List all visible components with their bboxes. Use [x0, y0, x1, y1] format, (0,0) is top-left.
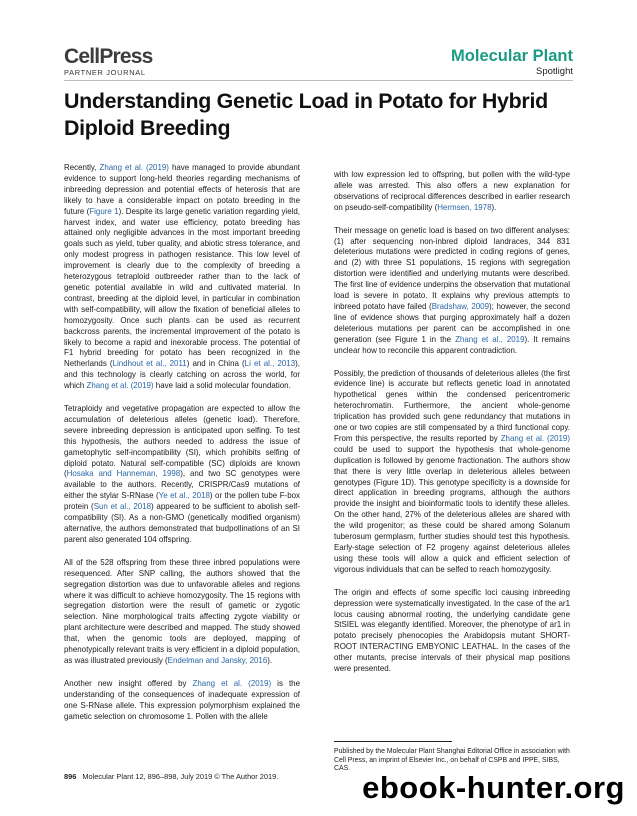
text-run: ). Despite its large genetic variation regarding yield, harvest index, and water use efficiency, potato breeding has attained only negligible advances in the most important breeding goals such as yield, tuber quality, and abiotic stress tolerance, and only modest progress in pathogen resistance. This low level of improvement is clearly due to the complexity of breeding a heterozygous tetraploid outbreeder rather than to the lack of genetic potential available in wild and cultivated material. In contrast, breeding at the diploid level, in particular in combination with self-compatibility, will allow the fixation of beneficial alleles to homozygosity. Once such plants can be used as recurrent backcross parents, the incremental improvement of the potato is likely to become a rapid and inexorable process. The potential of F1 hybrid breeding for potato has been recognized in the Netherlands (: [64, 206, 300, 369]
text-run: ); however, the second line of evidence shows that purging approximately half a dozen deleterious mutations per parent can be accomplished in one generation (see Figure 1 in the: [334, 301, 570, 344]
left-column: [64, 163, 300, 735]
citation-link[interactable]: Li et al., 2013: [244, 359, 296, 369]
citation-link[interactable]: Bradshaw, 2009: [431, 301, 490, 311]
citation-link[interactable]: Zhang et al. (2019): [99, 163, 169, 172]
text-run: ), and two SC genotypes were available to the authors. Recently, CRISPR/Cas9 mutations of either the stylar S-RNase (: [64, 469, 300, 501]
citation-link[interactable]: Zhang et al. (2019): [192, 678, 272, 688]
right-column: [334, 170, 570, 687]
text-run: with low expression led to offspring, but pollen with the wild-type allele was arrested. This also offers a new explanation for observations of reciprocal differences described in earlier research on pseudo-self-compatibility (: [334, 170, 570, 212]
logo-wordmark: CellPress: [64, 45, 153, 68]
watermark: ebook-hunter.org: [362, 770, 625, 805]
paragraph: [334, 369, 570, 576]
article-title: Understanding Genetic Load in Potato for Hybrid Diploid Breeding: [64, 89, 548, 140]
citation-link[interactable]: Zhang et al. (2019): [500, 433, 570, 443]
text-run: ). It remains unclear how to reconcile this apparent contradiction.: [334, 334, 570, 355]
text-run: could be used to support the hypothesis that whole-genome duplication is followed by genome fractionation. The authors show that there is very little overlap in deleterious alleles between genotypes (Figure 1D). This genotype specificity is a downside for direct application in breeding programs, although the authors provide the insight and bioinformatic tools to identify these alleles. On the other hand, 27% of the deleterious alleles are shared with the wild progenitor; as these could be shared among Solanum tuberosum germplasm, further studies should test this hypothesis. Early-stage selection of F2 progeny against deleterious alleles using these tools will allow a quick and efficient selection of vigorous individuals that can be selfed to reach homozygosity.: [334, 444, 570, 574]
text-run: ) appeared to be sufficient to abolish self-compatibility (SI). As a non-GMO (genetically modified organism) alternative, the authors demonstrated that budpollinations of an SI parent also generated 104 offspring.: [64, 502, 300, 544]
text-run: Their message on genetic load is based on two different analyses: (1) after sequencing non-inbred diploid landraces, 344 831 deleterious mutations were predicted in coding regions of genes, and (2) with three S1 populations, 15 regions with segregation distortion were identified and underlying mutants were described. The first line of evidence underpins the observation that mutational load is severe in potato. It explains why previous attempts to inbreed potato have failed (: [334, 225, 570, 311]
text-run: is the understanding of the consequences of inadequate expression of one S-RNase allele. This expression polymorphism explained the gametic selection on chromosome 1. Pollen with the allele: [64, 678, 300, 721]
text-run: ) or the pollen tube F-box protein (: [64, 491, 300, 512]
citation-link[interactable]: Endelman and Jansky, 2016: [167, 655, 268, 665]
paragraph: [64, 558, 300, 667]
paragraph: [334, 170, 570, 214]
header-divider: [64, 80, 573, 81]
text-run: ).: [267, 655, 273, 665]
text-run: Recently,: [64, 163, 100, 172]
figure-link[interactable]: Figure 1: [89, 206, 119, 216]
text-run: All of the 528 offspring from these three inbred populations were resequenced. After SNP calling, the authors showed that the segregation distortion was due to unfavorable alleles and regions where it was difficult to achieve homozygosity. The 15 regions with segregation distortion were the result of gametic or zygotic selection. Nine morphological traits affecting zygote viability or plant architecture were described and mapped. The study showed that, when the genomic tools are deployed, mapping of phenotypically relevant traits is very efficient in a diploid population, as was illustrated previously (: [64, 557, 300, 665]
cellpress-logo: [64, 46, 153, 77]
citation-link[interactable]: Zhang et al., 2019: [455, 334, 525, 344]
paragraph: [64, 679, 300, 723]
text-run: have managed to provide abundant evidence to support long-held theories regarding mechanisms of inbreeding depression and potential effects of heterosis that are likely to have a considerable impact on potato breeding in the future (: [64, 163, 300, 216]
article-type: Spotlight: [536, 66, 573, 77]
text-run: have laid a solid molecular foundation.: [153, 381, 291, 391]
citation-link[interactable]: Zhang et al. (2019): [86, 381, 154, 391]
citation-link[interactable]: Ye et al., 2018: [158, 491, 210, 501]
text-run: ) and in China (: [186, 359, 245, 369]
citation-link[interactable]: Hosaka and Hanneman, 1998: [66, 469, 181, 479]
paragraph: [64, 404, 300, 546]
logo-subtitle: PARTNER JOURNAL: [64, 68, 146, 77]
paragraph: [64, 163, 300, 392]
journal-header: [451, 47, 573, 78]
paragraph: [334, 226, 570, 357]
journal-name: Molecular Plant: [451, 47, 573, 65]
text-run: Possibly, the prediction of thousands of deleterious alleles (the first evidence line) is accurate but reflects genetic load in annotated hypothetical genes within the condensed pericentromeric heterochromatin. Furthermore, the ancient whole-genome triplication has provided such gene redundancy that mutations in one or two copies are still compensated by a third functional copy. From this perspective, the results reported by: [334, 368, 570, 443]
citation-link[interactable]: Sun et al., 2018: [93, 502, 151, 512]
footnote-rule: [334, 741, 452, 742]
text-run: ), and this technology is clearly catching on across the world, for which: [64, 359, 300, 391]
text-run: Tetraploidy and vegetative propagation are expected to allow the accumulation of deleterious alleles (genetic load). Therefore, severe inbreeding depression is anticipated upon selfing. To test this hypothesis, the authors needed to address the issue of gametophytic self-incompatibility (SI), which prohibits selfing of diploid potato. Natural self-compatible (SC) diploids are known (: [64, 404, 300, 479]
citation-line: Molecular Plant 12, 896–898, July 2019 © The Author 2019.: [82, 772, 279, 781]
citation-link[interactable]: Hermsen, 1978: [437, 202, 492, 212]
text-run: ).: [491, 202, 497, 212]
page-number: 896: [64, 772, 77, 781]
paragraph: The origin and effects of some specific loci causing inbreeding depression were systematically investigated. In the case of the ar1 locus causing abnormal rooting, the underlying candidate gene StSIEL was elegantly identified. Moreover, the phenotype of ar1 in potato precisely phenocopies the Arabidopsis mutant SHORT-ROOT INTERACTING EMBYONIC LEATHAL. In the cases of the other mutants, precise intervals of their physical map positions were presented.: [334, 587, 570, 674]
page-footer: [64, 772, 278, 781]
citation-link[interactable]: Lindhout et al., 2011: [112, 359, 187, 369]
publisher-note-text: Published by the Molecular Plant Shanghai Editorial Office in association with Cell Press, an imprint of Elsevier Inc., on behalf of CSPB and IPPE, SIBS, CAS.: [334, 748, 570, 773]
text-run: Another new insight offered by: [64, 678, 193, 688]
publisher-note: [334, 741, 570, 774]
